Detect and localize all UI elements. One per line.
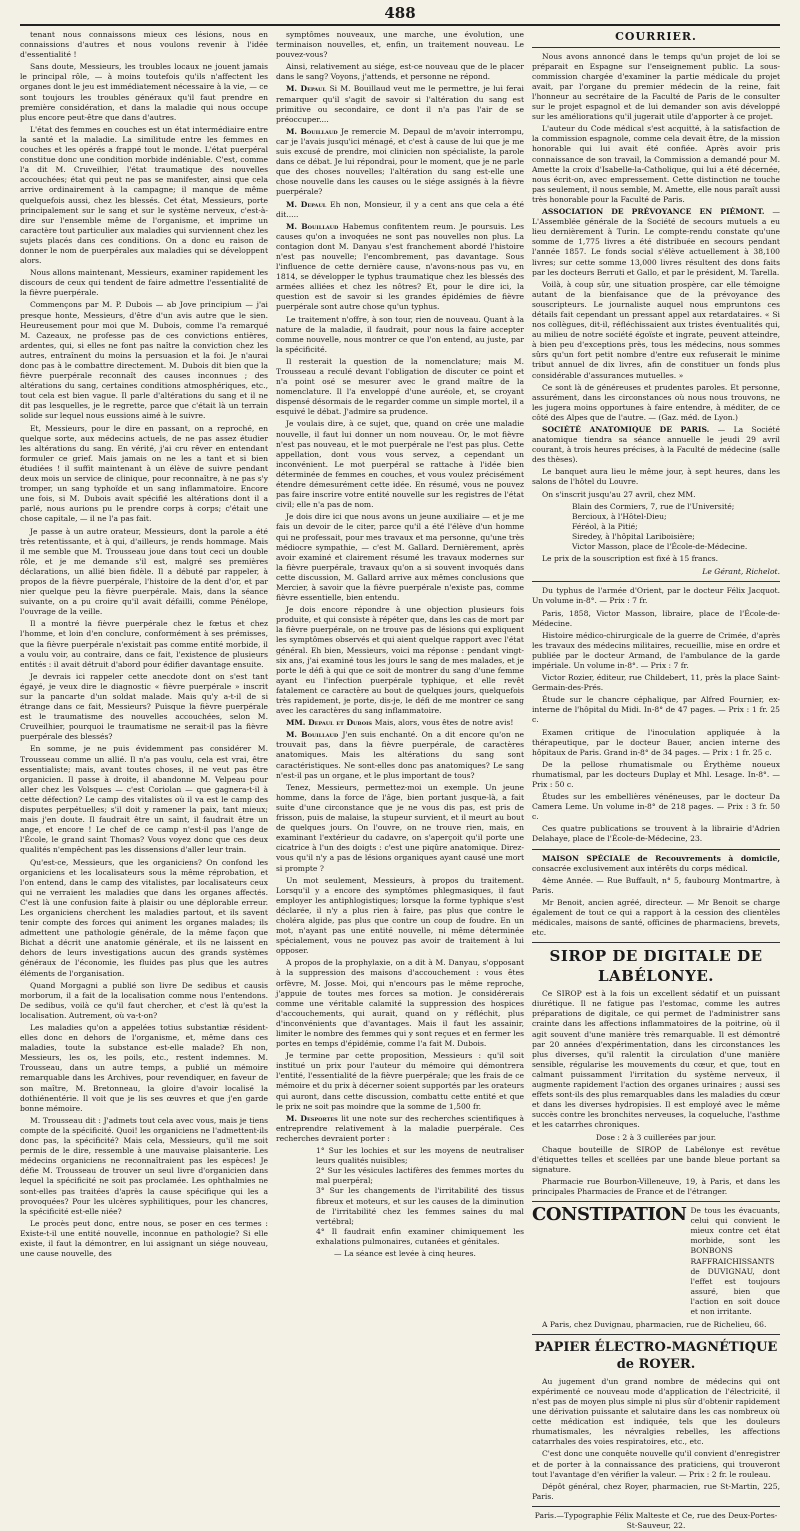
article-paragraph: [276, 127, 524, 198]
book-notice: Victor Rozier, éditeur, rue Childebert, 11, près la place Saint-Germain-des-Prés.: [532, 673, 780, 693]
sirop-text: Ce SIROP est à la fois un excellent sédatif et un puissant diurétique. Il ne fatigue pas l'estomac, comme les autres préparations de digitale, ce qui permet de l'administrer sans crainte dans les affections inflammatoires de la poitrine, où il agit souvent d'une manière très remarquable. Il est démontré par 20 années d'expérimentation, dans les circonstances les plus diverses, qu'il ralentit la circulation d'une manière sensible, régularise les mouvements du cœur, et que, tout en calmant puissamment l'irritation du système nerveux, il augmente rapidement l'action des organes urinaires ; aussi ses effets sont-ils des plus remarquables dans les maladies du cœur et dans les diverses hydropisies. Il est employé avec le même succès contre les bronchites nerveuses, la coqueluche, l'asthme et les catarrhes chroniques.: [532, 989, 780, 1130]
list-item: 2° Sur les vésicules lactifères des femmes mortes du mal puerpéral;: [316, 1166, 524, 1186]
article-paragraph: Il a montré la fièvre puerpérale chez le fœtus et chez l'homme, et loin d'en conclure, conformément à ses prémisses, que la fièvre puerpérale n'existait pas comme entité morbide, il a voulu voir, au contraire, dans ce fait, l'existence de plusieurs entités : il avait détruit d'abord pour édifier davantage ensuite.: [20, 619, 268, 669]
royer-address: Dépôt général, chez Royer, pharmacien, rue St-Martin, 225, Paris.: [532, 1481, 780, 1501]
book-notice: Paris, 1858, Victor Masson, libraire, place de l'École-de-Médecine.: [532, 608, 780, 628]
speaker-text: Mais, alors, vous êtes de notre avis!: [374, 718, 514, 728]
article-paragraph: [276, 730, 524, 780]
societe-text: — La Société anatomique tiendra sa séance annuelle le jeudi 29 avril courant, à trois heures précises, à la Faculté de médecine (salle des thèses).: [532, 425, 780, 465]
article-paragraph: Je termine par cette proposition, Messieurs : qu'il soit institué un prix pour l'auteur du mémoire qui démontrera l'entité, l'essentialité de la fièvre puerpérale; que les frais de ce mémoire et du prix à décerner soient supportés par les orateurs qui auront, dans cette discussion, combattu cette entité et que le prix ne soit pas moindre que la somme de 1,500 fr.: [276, 1051, 524, 1111]
book-notices: [532, 586, 780, 844]
article-paragraph: Tenez, Messieurs, permettez-moi un exemple. Un jeune homme, dans la force de l'âge, bien portant jusque-là, a fait suite d'une circonstance que je ne vous dis pas, est pris de frisson, puis de malaise, la stupeur survient, et il meurt au bout de quelques jours. On l'ouvre, on ne trouve rien, mais, en examinant l'extérieur du cadavre, on s'aperçoit qu'il porte une cicatrice à l'un des doigts : c'est une piqûre anatomique. Direz-vous qu'il n'y a pas de lésions organiques ayant causé une mort si prompte ?: [276, 782, 524, 873]
maison-text: consacrée exclusivement aux intérêts du corps médical.: [532, 863, 748, 873]
separator: [532, 849, 780, 850]
book-notice: Examen critique de l'inoculation appliquée à la thérapeutique, par le docteur Bauer, ancien interne des hôpitaux de Paris. Grand in-8° de 34 pages. — Prix : 1 fr. 25 c.: [532, 727, 780, 757]
page-number: 488: [384, 4, 416, 22]
societe-text-2: Le banquet aura lieu le même jour, à sept heures, dans les salons de l'hôtel du Louvre.: [532, 467, 780, 487]
speaker-text: Habemus confitentem reum. Je poursuis. Les causes qu'on a invoquées ne sont pas nouvelles non plus. La contagion dont M. Danyau s'est franchement abordé l'histoire n'est pas nouvelle; l'encombrement, pas davantage. Sous l'influence de cette dernière cause, n'avons-nous pas vu, en 1814, se développer le typhus traumatique chez les blessés des armées alliées et chez les nôtres? Et, pour le dire ici, la question est de savoir si les grandes épidémies de fièvre puerpérale sont autre chose qu'un typhus.: [276, 221, 525, 312]
article-paragraph: A propos de la prophylaxie, on a dit à M. Danyau, s'opposant à la suppression des maisons d'accouchement : vous êtes orfèvre, M. Josse. Moi, qui n'encours pas le même reproche, j'appuie de toutes mes forces sa motion. Je considérerais comme une véritable calamité la suppression des hospices d'accouchements, qui aurait, quand on y réfléchit, plus d'inconvénients que d'avantages. Mais il faut les assainir, limiter le nombre des femmes qui y sont reçues et en fermer les portes en temps d'épidémie, comme l'a fait M. Dubois.: [276, 958, 524, 1049]
speaker-text: Si M. Bouillaud veut me le permettre, je lui ferai remarquer qu'il s'agit de savoir si l'altération du sang est primitive ou secondaire, ce dont il n'a pas l'air de se préoccuper....: [276, 84, 524, 124]
separator: [532, 1506, 780, 1507]
maison-text-3: Mr Benoit, ancien agréé, directeur. — Mr Benoit se charge également de tout ce qui a rapport à la cession des clientèles médicales, maisons de santé, officines de pharmaciens, brevets, etc.: [532, 897, 780, 938]
association-paragraph: [532, 207, 780, 278]
book-notice: De la pellose rhumatismale ou Érythème noueux rhumatismal, par les docteurs Duplay et Mhl. Lesage. In-8°. — Prix : 50 c.: [532, 759, 780, 789]
courrier-title: COURRIER.: [532, 30, 780, 48]
constipation-ad: [532, 1206, 780, 1317]
list-item: Bercioux, à l'Hôtel-Dieu;: [572, 511, 667, 521]
printer-footer: Paris.—Typographie Félix Malteste et Ce, rue des Deux-Portes-St-Sauveur, 22.: [534, 1510, 778, 1530]
book-notice: Ces quatre publications se trouvent à la librairie d'Adrien Delahaye, place de l'École-de-Médecine, 23.: [532, 824, 780, 844]
seance-end: — La séance est levée à cinq heures.: [334, 1248, 476, 1258]
separator: [532, 1334, 780, 1335]
separator: [532, 942, 780, 943]
article-paragraph: Quand Morgagni a publié son livre De sedibus et causis morborum, il a fait de la localisation comme nous l'entendons. De sedibus, voilà ce qu'il faut chercher, et c'est là qu'est la localisation. Autrement, où va-t-on?: [20, 980, 268, 1020]
constipation-title: CONSTIPATION: [532, 1204, 687, 1226]
sirop-dose: Dose : 2 à 3 cuillerées par jour.: [595, 1132, 717, 1142]
maison-text-2: 4ème Année. — Rue Buffault, n° 5, faubourg Montmartre, à Paris.: [532, 875, 780, 895]
article-paragraph: Le procès peut donc, entre nous, se poser en ces termes : Existe-t-il une entité nouvelle, inconnue en pathologie? Si elle existe, il faut la démontrer, en lui assignant un siége nouveau, une cause nouvelle, des: [20, 1218, 268, 1259]
article-paragraph: Je voulais dire, à ce sujet, que, quand on crée une maladie nouvelle, il faut lui donner un nom nouveau. Or, le mot fièvre n'est pas nouveau, et le mot puerpérale ne l'est pas plus. Cette appellation, dont vous vous servez, a cependant un inconvénient. Le mot puerpéral se rattache à l'idée bien déterminée de femmes en couches, et vous voulez précisément étendre démesurément cette idée. En résumé, vous ne pouvez pas faire inscrire votre entité nouvelle sur les registres de l'état civil; elle n'a pas de nom.: [276, 419, 524, 510]
association-text: — L'Assemblée générale de la Société de secours mutuels a eu lieu dernièrement à Turin. Le compte-rendu constate qu'une somme de 1,775 livres a été distribuée en secours pendant l'année 1857. Le fonds social s'élève actuellement à 38,100 livres; sur cette somme 13,000 livres résultent des dons faits par les docteurs Berruti et Gallo, et par le président, M. Tarella.: [532, 207, 780, 277]
speaker-name: M. Bouillaud: [286, 221, 343, 231]
article-paragraph: Qu'est-ce, Messieurs, que les organiciens? On confond les organiciens et les localisateurs sous la même réprobation, et l'on entend, dans le camp des vitalistes, par localisateurs ceux qui ne verraient les maladies que dans les organes affectés. C'est là une confusion faite à plaisir ou une déplorable erreur. Les organiciens cherchent les maladies partout, et ils savent tenir compte des forces qui animent les organes malades; ils admettent une pathologie générale, de la même façon que Bichat a décrit une anatomie générale, et ils ne laissent en dehors de leurs investigations aucun des grands systèmes généraux de l'économie, les fluides pas plus que les autres éléments de l'organisation.: [20, 857, 268, 978]
speaker-name: MM. Depaul et Dubois: [286, 718, 375, 728]
societe-heading: SOCIÉTÉ ANATOMIQUE DE PARIS.: [542, 425, 710, 434]
list-item: Siredey, à l'hôpital Lariboisière;: [572, 531, 695, 541]
societe-text-3: On s'inscrit jusqu'au 27 avril, chez MM.: [542, 489, 696, 499]
royer-text: Au jugement d'un grand nombre de médecins qui ont expérimenté ce nouveau mode d'application de l'électricité, il n'est pas de moyen plus simple ni plus sûr d'obtenir rapidement une dérivation puissante et salutaire dans les cas nombreux où cette médication est indiquée, tels que les douleurs rhumatismales, les névralgies rebelles, les affections catarrhales des voies respiratoires, etc., etc.: [532, 1376, 780, 1447]
societe-paragraph: [532, 425, 780, 465]
article-paragraph: Un mot seulement, Messieurs, à propos du traitement. Lorsqu'il y a encore des symptômes phlegmasiques, il faut employer les antiphlogistiques; lorsque la forme typhique s'est déclarée, il n'y a plus rien à faire, pas plus que contre le choléra algide, pas plus que contre un coup de foudre. En un mot, n'ayant pas une entité nouvelle, ni même déterminée spécialement, vous ne pouvez pas avoir de traitement à lui opposer.: [276, 875, 524, 956]
book-notice: Histoire médico-chirurgicale de la guerre de Crimée, d'après les travaux des médecins militaires, recueillie, mise en ordre et publiée par le docteur Armand, de l'ambulance de la garde impériale. Un volume in-8°. — Prix : 7 fr.: [532, 630, 780, 670]
speaker-text: Je remercie M. Depaul de m'avoir interrompu, car je l'avais jusqu'ici ménagé, et c'est à cause de lui que je me suis excusé de prendre, moi clinicien non spécialiste, la parole dans ce débat. Je lui répondrai, pour le moment, que je ne parle que des choses nouvelles; l'altération du sang est-elle une chose nouvelle dans les causes ou le siége assignés à la fièvre puerpérale?: [276, 126, 525, 197]
speaker-text: lit une note sur des recherches scientifiques à entreprendre relativement à la maladie puerpérale. Ces recherches devraient porter :: [276, 1113, 524, 1143]
article-paragraph: Je passe à un autre orateur, Messieurs, dont la parole a été très retentissante, et à qui, d'ailleurs, je rends hommage. Mais il me semble que M. Trousseau joue dans tout ceci un double rôle, et je me demande s'il est, malgré ses premières déclarations, un allié bien fidèle. Il a débuté par rappeler, à propos de la fièvre puerpérale, l'histoire de la dent d'or, et par nier quelque peu la fièvre puerpérale. Mais, dans la séance suivante, on a pu croire qu'il avait défailli, comme Pénélope, l'ouvrage de la veille.: [20, 526, 268, 617]
speaker-text: Eh non, Monsieur, il y a cent ans que cela a été dit.....: [276, 199, 524, 219]
book-notice: Études sur les embellières vénéneuses, par le docteur Da Camera Leme. Un volume in-8° de 218 pages. — Prix : 3 fr. 50 c.: [532, 792, 780, 822]
article-paragraph: Ainsi, relativement au siége, est-ce nouveau que de le placer dans le sang? Voyons, j'attends, et personne ne répond.: [276, 62, 524, 82]
column-1: [20, 30, 268, 1259]
societe-list: [532, 502, 780, 552]
article-paragraph: Et, Messieurs, pour le dire en passant, on a reproché, en quelque sorte, aux médecins actuels, de ne pas assez étudier les altérations du sang. En vérité, j'ai cru rêver en entendant formuler ce grief. Mais jamais on ne les a tant et si bien étudiées ! il suffit maintenant à un élève de suivre pendant deux mois un service de clinique, pour reconnaître, à ne pas s'y tromper, un sang typhoïde et un sang inflammatoire. Encore une fois, si M. Dubois avait spécifié les altérations dont il a parlé, nous aurions pu le prendre corps à corps; c'était une chose capitale, — il ne l'a pas fait.: [20, 423, 268, 524]
article-paragraph: Sans doute, Messieurs, les troubles locaux ne jouent jamais le principal rôle, — à moins toutefois qu'ils n'affectent les organes dont le jeu est immédiatement nécessaire à la vie, — ce sont toujours les troubles généraux qu'il faut prendre en première considération, et dans la maladie qui nous occupe plus encore peut-être que dans d'autres.: [20, 62, 268, 122]
article-paragraph: symptômes nouveaux, une marche, une évolution, une terminaison nouvelles, et, enfin, un traitement nouveau. Le pouvez-vous?: [276, 30, 524, 60]
list-item: Victor Masson, place de l'École-de-Médecine.: [572, 542, 748, 552]
sirop-title: SIROP DE DIGITALE DE LABÉLONYE.: [549, 947, 763, 986]
courrier-paragraph: L'auteur du Code médical s'est acquitté, à la satisfaction de la commission espagnole, comme cela devait être, de la mission honorable qui lui avait été confiée. Après avoir pris connaissance de son travail, la Commission a demandé pour M. Amette la croix d'Isabelle-la-Catholique, qui lui a été décernée, nous écrit-on, avec empressement. Cette distinction ne touche pas seulement, il nous semble, M. Amette, elle nous paraît aussi très honorable pour la Faculté de Paris.: [532, 124, 780, 204]
recherches-list: [276, 1146, 524, 1247]
header-rule: [20, 24, 780, 26]
newspaper-page: [20, 0, 780, 1530]
maison-paragraph: [532, 854, 780, 874]
article-paragraph: Le traitement n'offre, à son tour, rien de nouveau. Quant à la nature de la maladie, il faudrait, pour nous la faire accepter comme nouvelle, nous montrer ce que l'on entend, au juste, par la spécificité.: [276, 314, 524, 354]
gerant-signature: Le Gérant, Richelot.: [702, 567, 780, 577]
list-item: 4° Il faudrait enfin examiner chimiquement les exhalations pulmonaires, cutanées et génitales.: [316, 1226, 524, 1246]
article-paragraph: Commençons par M. P. Dubois — ab Jove principium — j'ai presque honte, Messieurs, d'être d'un avis autre que le sien. Heureusement pour moi que M. Dubois, comme l'a remarqué M. Cazeaux, ne professe pas de ces convictions entières, ardentes, qui, si elles ne font pas naître la conviction chez les autres, entraînent du moins la persuasion et la foi. Je n'aurai donc pas à le combattre directement. M. Dubois dit bien que la fièvre puerpérale reconnaît des causes inconnues ; des altérations du sang, certaines conditions atmosphériques, etc., tout cela est bien vague. Il parle d'altérations du sang et il ne dit pas lesquelles, je le regrette, parce que c'était là un terrain solide sur lequel nous eussions aimé à le suivre.: [20, 300, 268, 421]
association-more: Ce sont là de généreuses et prudentes paroles. Et personne, assurément, dans les circonstances où nous nous trouvons, ne les jugera moins opportunes à faire entendre, à méditer, de ce côté des Alpes que de l'autre. — (Gaz. méd. de Lyon.): [532, 382, 780, 422]
article-paragraph: [276, 222, 524, 313]
societe-price: Le prix de la souscription est fixé à 15 francs.: [542, 554, 719, 564]
article-paragraph: Je dois dire ici que nous avons un jeune auxiliaire — et je me fais un devoir de le citer, parce qu'il a été l'élève d'un homme qui ne professait, pour mes travaux et ma personne, qu'une très médiocre sympathie, — c'est M. Gallard. Dernièrement, après avoir examiné et clairement résumé les travaux modernes sur la fièvre puerpérale, travaux qu'on a si souvent invoqués dans cette discussion, M. Gallard arrive aux mêmes conclusions que Mercier, à savoir que la fièvre puerpérale n'existe pas, comme fièvre essentielle, bien entendu.: [276, 512, 524, 603]
speaker-name: M. Bouillaud: [286, 730, 343, 740]
courrier-paragraph: Nous avons annoncé dans le temps qu'un projet de loi se préparait en Espagne sur l'enseignement public. La sous-commission chargée d'examiner la partie médicale du projet avait, par l'organe du premier médecin de la reine, fait l'honneur au secrétaire de la Faculté de Paris de le consulter sur le projet espagnol et de lui demander son avis développé sur les améliorations qu'il jugerait utile d'apporter à ce projet.: [532, 51, 780, 122]
article-paragraph: [276, 718, 524, 728]
royer-text-2: C'est donc une conquête nouvelle qu'il convient d'enregistrer et de porter à la connaissance des praticiens, qui trouveront tout l'avantage d'en vérifier la valeur. — Prix : 2 fr. le rouleau.: [532, 1449, 780, 1479]
speaker-name: M. Depaul: [286, 199, 331, 209]
list-item: 1° Sur les lochies et sur les moyens de neutraliser leurs qualités nuisibles;: [316, 1146, 524, 1166]
separator: [532, 1201, 780, 1202]
sirop-pharmacy: Pharmacie rue Bourbon-Villeneuve, 19, à Paris, et dans les principales Pharmacies de France et de l'étranger.: [532, 1176, 780, 1196]
article-paragraph: En somme, je ne puis évidemment pas considérer M. Trousseau comme un allié. Il n'a pas voulu, cela est vrai, être essentialiste; mais, avant toutes choses, il ne veut pas être organicien. Il passe à droite, il abandonne M. Velpeau pour aller chez les Volsques — c'est Coriolan — que gagnera-t-il à cette défection? Le camp des vitalistes où il va est le camp des disputes perpétuelles; s'il doit y ramener la paix, tant mieux; mais j'en doute. Il faudrait être un saint, il faudrait être un ange, et encore ! Le chef de ce camp n'est-il pas l'ange de l'École, le grand saint Thomas? Vous voyez donc que ces deux qualités n'empêchent pas les dissensions d'aller leur train.: [20, 744, 268, 855]
separator: [532, 581, 780, 582]
article-paragraph: Les maladies qu'on a appelées totius substantiæ résident-elles donc en dehors de l'organisme, et, même dans ces maladies, toute la substance est-elle malade? Eh non, Messieurs, les os, les poils, etc., restent indemnes. M. Trousseau, dans un autre temps, a publié un mémoire remarquable dans les Archives, pour revendiquer, en faveur de son maître, M. Bretonneau, la gloire d'avoir localisé la dothiénentérie. Il voit que je lis ses œuvres et que j'en garde bonne mémoire.: [20, 1023, 268, 1113]
article-paragraph: [276, 200, 524, 220]
list-item: Blain des Cormiers, 7, rue de l'Université;: [572, 501, 735, 511]
constipation-text: De tous les évacuants, celui qui convient le mieux contre cet état morbide, sont les BONBONS RAFFRAICHISSANTS de DUVIGNAU, dont l'effet est toujours assuré, bien que l'action en soit douce et non irritante.: [690, 1206, 780, 1316]
article-paragraph: tenant nous connaissons mieux ces lésions, nous en connaissions d'autres et nous voulons revenir à l'idée d'essentialité !: [20, 30, 268, 60]
speaker-name: M. Desportes: [286, 1113, 342, 1123]
article-paragraph: Je dois encore répondre à une objection plusieurs fois produite, et qui consiste à répéter que, dans les cas de mort par la fièvre puerpérale, on ne trouve pas de lésions qui expliquent les symptômes observés et qui aient quelque rapport avec l'état général. Eh bien, Messieurs, voici ma réponse : pendant vingt-six ans, j'ai examiné tous les jours le sang de mes malades, et je porte le défi à qui que ce soit de montrer du sang d'une femme ayant eu l'infection puerpérale typhique, et elle revêt fatalement ce caractère au bout de quelques jours, quelquefois très rapidement, je porte, dis-je, le défi de me montrer ce sang avec les caractères du sang inflammatoire.: [276, 605, 524, 716]
list-item: Féréol, à la Pitié;: [572, 521, 638, 531]
article-paragraph: M. Trousseau dit : J'admets tout cela avec vous, mais je tiens compte de la spécificité. Quoi! les organiciens ne l'admettent-ils donc pas, la spécificité? Mais cela, Messieurs, qu'il me soit permis de le dire, ressemble à une mauvaise plaisanterie. Les médecins organiciens ne reconnaîtraient pas les espèces! Je défie M. Trousseau de trouver un seul livre d'organicien dans lequel la spécificité ne soit pas proclamée. Les ophthalmies ne sont-elles pas traitées d'après la cause spécifique qui les a provoquées? Pour les ulcères syphilitiques, pour les chancres, la spécificité est-elle niée?: [20, 1115, 268, 1216]
columns: [20, 30, 780, 1530]
sirop-more: Chaque bouteille de SIROP de Labélonye est revêtue d'étiquettes telles et scellées par une bande bleue portant sa signature.: [532, 1144, 780, 1174]
speaker-name: M. Depaul: [286, 84, 330, 94]
book-notice: Étude sur le chancre céphalique, par Alfred Fournier, ex-interne de l'hôpital du Midi. In-8° de 47 pages. — Prix : 1 fr. 25 c.: [532, 695, 780, 725]
association-more: Voilà, à coup sûr, une situation prospère, car elle témoigne autant de la bienfaisance que de la prévoyance des souscripteurs. Le journaliste auquel nous empruntons ces détails fait cependant un pressant appel aux retardataires. « Si nos collègues, dit-il, réfléchissaient aux tristes éventualités qui, au milieu de notre société égoïste et ingrate, peuvent atteindre, à bien peu d'exceptions près, tous les médecins, nous sommes sûrs qu'un fort petit nombre d'entre eux refuserait le minime tribut annuel de dix livres, afin de constituer un fonds plus considérable d'assurances mutuelles. »: [532, 279, 780, 380]
book-notice: Du typhus de l'armée d'Orient, par le docteur Félix Jacquot. Un volume in-8°. — Prix : 7 fr.: [532, 586, 780, 606]
maison-heading: MAISON SPÉCIALE de Recouvrements à domicile,: [542, 853, 780, 863]
constipation-address: A Paris, chez Duvignau, pharmacien, rue de Richelieu, 66.: [542, 1320, 767, 1330]
list-item: 3° Sur les changements de l'irritabilité des tissus fibreux et moteurs, et sur les causes de la diminution de l'irritabilité chez les femmes saines du mal vertébral;: [316, 1186, 524, 1226]
speaker-text: J'en suis enchanté. On a dit encore qu'on ne trouvait pas, dans la fièvre puerpérale, de caractères anatomiques. Mais les altérations du sang sont caractéristiques. Ne sont-elles donc pas anatomiques? Le sang n'est-il pas un organe, et le plus important de tous?: [276, 730, 525, 780]
article-paragraph: [276, 1114, 524, 1144]
royer-title: PAPIER ÉLECTRO-MAGNÉTIQUE de ROYER.: [534, 1340, 778, 1373]
article-paragraph: Je devrais ici rappeler cette anecdote dont on s'est tant égayé, je veux dire le diagnostic « fièvre puerpérale » inscrit sur la pancarte d'un soldat malade. Mais qu'y a-t-il de si étrange dans ce fait, Messieurs? Puisque la fièvre puerpérale est le traumatisme des nouvelles accouchées, selon M. Cruveilhier, pourquoi le traumatisme ne serait-il pas la fièvre puerpérale des blessés?: [20, 671, 268, 742]
column-2: [276, 30, 525, 1258]
article-paragraph: L'état des femmes en couches est un état intermédiaire entre la santé et la maladie. La similitude entre les femmes en couches et les opérés a frappé tout le monde. L'état puerpéral constitue donc une condition morbide indéniable. C'est, comme l'a dit M. Cruveilhier, l'état traumatique des nouvelles accouchées; état qui peut ne pas se manifester, ainsi que cela arrive ordinairement à la campagne; il manque de même quelquefois aussi, chez les blessés. Cet état, Messieurs, porte principalement sur le sang et sur le système nerveux, c'est-à-dire sur l'ensemble même de l'organisme, et imprime un caractère tout particulier aux maladies qui surviennent chez les sujets placés dans ces conditions. On a donc eu raison de donner le nom de puerpérales aux maladies qui se développent alors.: [20, 124, 268, 266]
association-heading: ASSOCIATION DE PRÉVOYANCE EN PIÉMONT.: [542, 207, 765, 217]
article-paragraph: Nous allons maintenant, Messieurs, examiner rapidement les discours de ceux qui tendent de faire admettre l'essentialité de la fièvre puerpérale.: [20, 268, 268, 298]
column-3: [532, 30, 780, 1530]
speaker-name: M. Bouillaud: [286, 126, 341, 136]
article-paragraph: Il resterait la question de la nomenclature; mais M. Trousseau a reculé devant l'obligation de discuter ce point et n'a point osé se mesurer avec le grand maître de la nomenclature. Il l'a enveloppé d'une auréole, et, se croyant dispensé désormais de le regarder comme un simple mortel, il a esquivé le débat. J'admire sa prudence.: [276, 356, 524, 417]
article-paragraph: [276, 84, 524, 124]
